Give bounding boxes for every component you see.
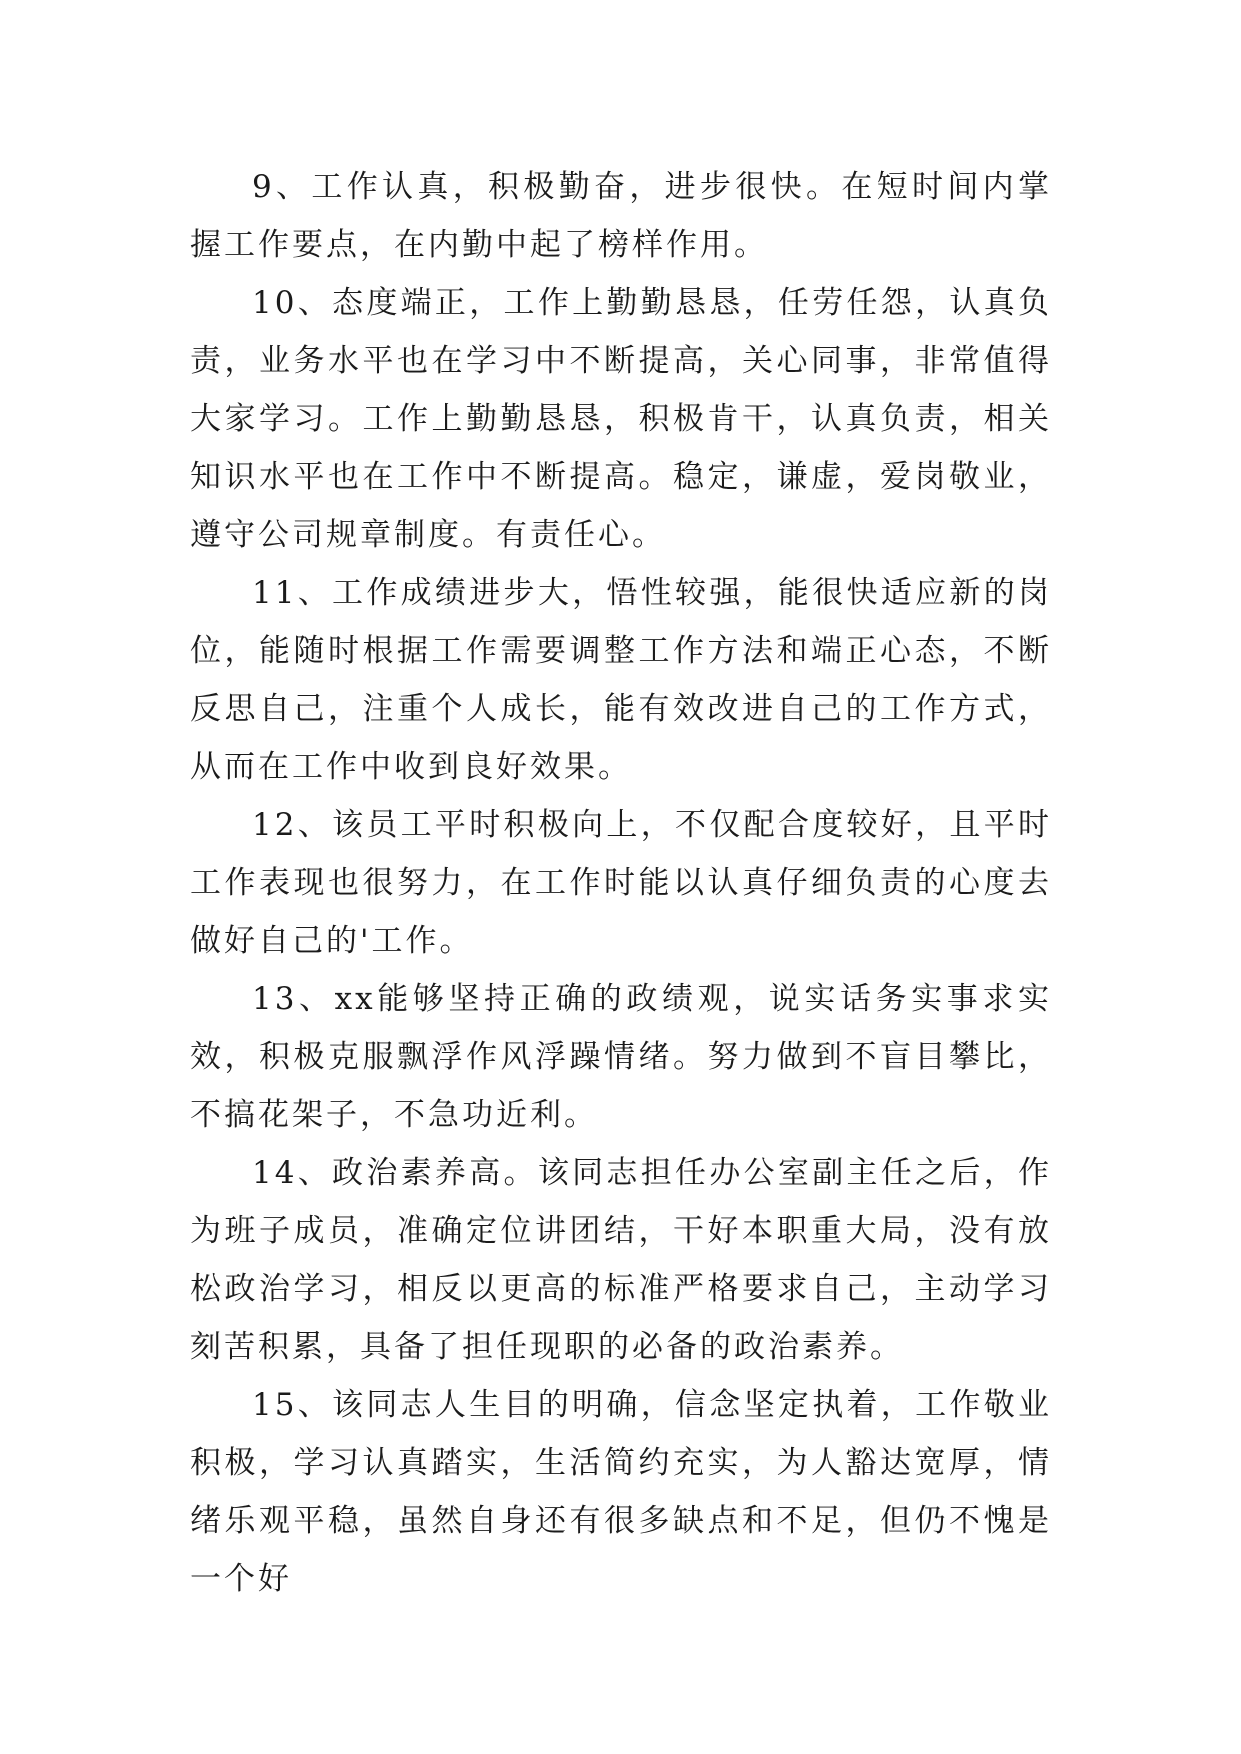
paragraph-14: 14、政治素养高。该同志担任办公室副主任之后，作为班子成员，准确定位讲团结，干好本职重大局，没有放松政治学习，相反以更高的标准严格要求自己，主动学习刻苦积累，具备了担任现职的必备的政治素养。 — [190, 1155, 1052, 1365]
paragraph-9: 9、工作认真，积极勤奋，进步很快。在短时间内掌握工作要点，在内勤中起了榜样作用。 — [190, 169, 1052, 263]
paragraph-15: 15、该同志人生目的明确，信念坚定执着，工作敬业积极，学习认真踏实，生活简约充实，为人豁达宽厚，情绪乐观平稳，虽然自身还有很多缺点和不足，但仍不愧是一个好 — [190, 1387, 1052, 1597]
paragraph-12: 12、该员工平时积极向上，不仅配合度较好，且平时工作表现也很努力，在工作时能以认真仔细负责的心度去做好自己的'工作。 — [190, 807, 1052, 959]
paragraph-11: 11、工作成绩进步大，悟性较强，能很快适应新的岗位，能随时根据工作需要调整工作方法和端正心态，不断反思自己，注重个人成长，能有效改进自己的工作方式，从而在工作中收到良好效果。 — [190, 575, 1052, 785]
document-body — [190, 158, 1052, 1608]
paragraph-10: 10、态度端正，工作上勤勤恳恳，任劳任怨，认真负责，业务水平也在学习中不断提高，关心同事，非常值得大家学习。工作上勤勤恳恳，积极肯干，认真负责，相关知识水平也在工作中不断提高。稳定，谦虚，爱岗敬业，遵守公司规章制度。有责任心。 — [190, 285, 1052, 553]
paragraph-13: 13、xx能够坚持正确的政绩观，说实话务实事求实效，积极克服飘浮作风浮躁情绪。努力做到不盲目攀比，不搞花架子，不急功近利。 — [190, 981, 1052, 1133]
